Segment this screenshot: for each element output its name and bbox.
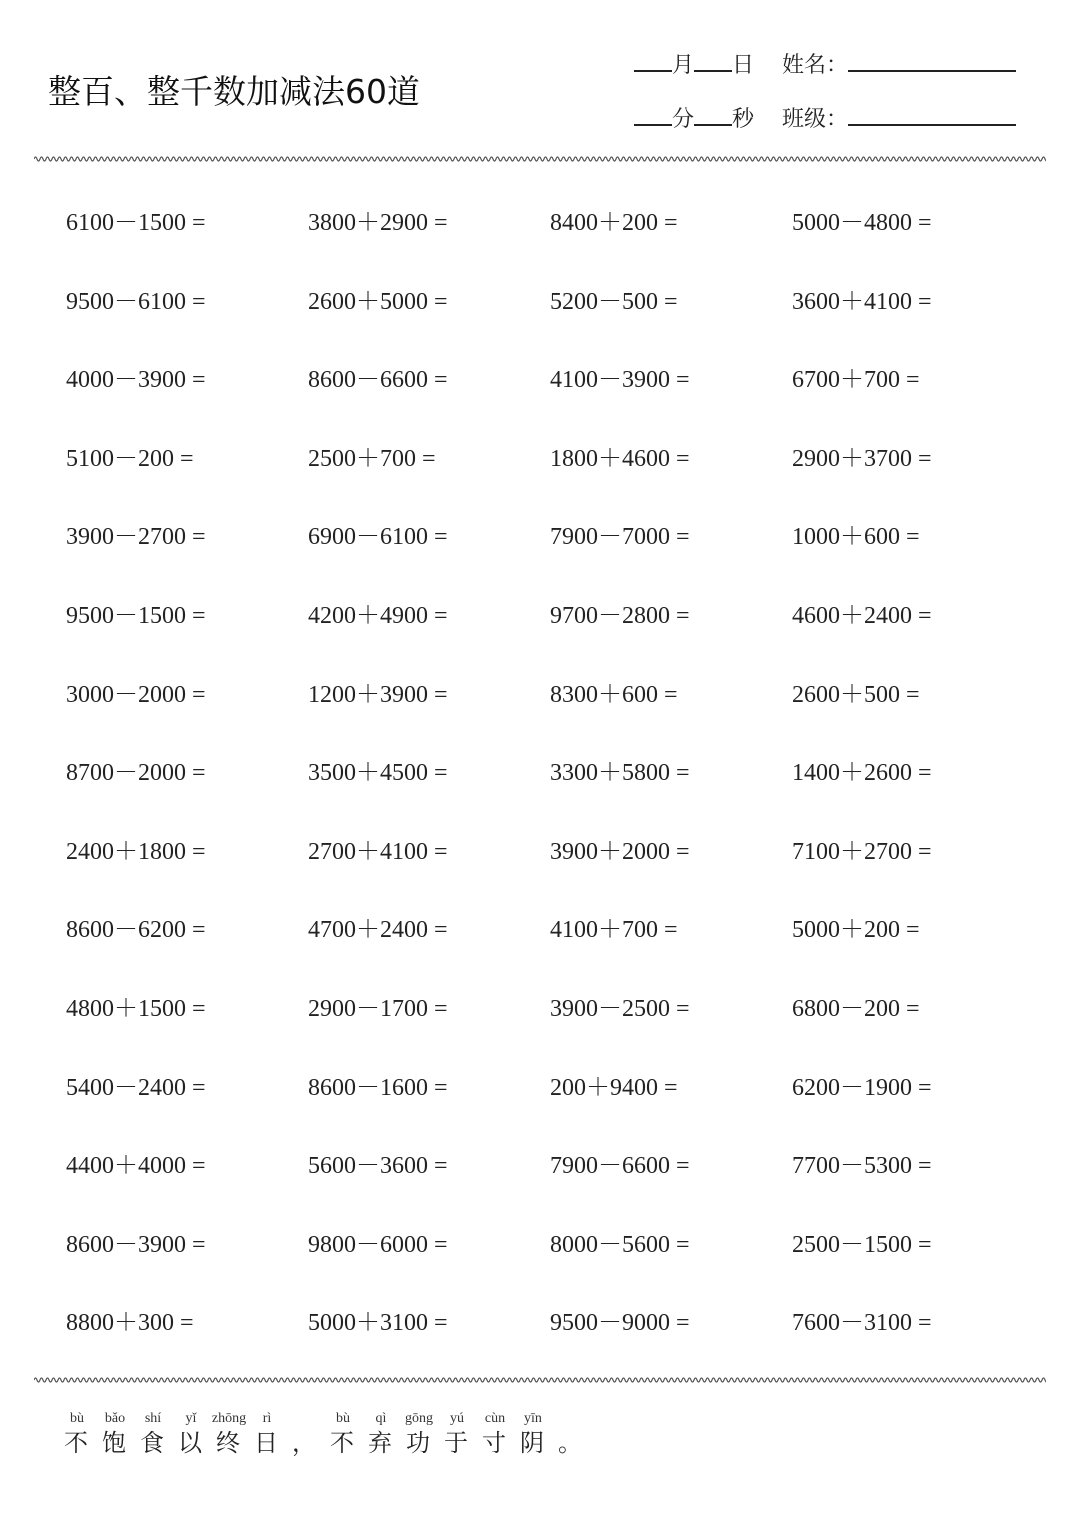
arithmetic-problem: 5000－4800 = [792,210,932,236]
arithmetic-problem: 8400＋200 = [550,210,678,236]
class-label: 班级： [782,107,849,132]
arithmetic-problem: 1200＋3900 = [308,681,448,708]
arithmetic-problem: 6100－1500 = [66,210,206,236]
arithmetic-problem: 8600－3900 = [66,1231,206,1258]
motto-character [514,1410,552,1458]
motto-character [286,1410,324,1458]
day-blank[interactable] [694,48,732,72]
arithmetic-problem: 6700＋700 = [792,367,920,394]
arithmetic-problem: 5400－2400 = [66,1074,206,1101]
pinyin-label: zhōng [211,1411,247,1426]
wavy-line [34,157,1046,161]
hanzi-character: 以 [178,1429,204,1457]
hanzi-character: ， [292,1429,318,1457]
hanzi-character: 食 [140,1429,166,1457]
arithmetic-problem: 7600－3100 = [792,1310,932,1337]
day-label: 日 [732,53,755,78]
class-blank[interactable] [848,102,1016,126]
arithmetic-problem: 5200－500 = [550,288,678,315]
hanzi-character: 不 [330,1429,356,1457]
pinyin-label: cùn [484,1411,506,1426]
arithmetic-problem: 8800＋300 = [66,1310,194,1337]
arithmetic-problem: 9500－6100 = [66,288,206,315]
pinyin-label: bǎo [104,1411,126,1426]
arithmetic-problem: 9500－9000 = [550,1310,690,1337]
arithmetic-problem: 9700－2800 = [550,602,690,629]
arithmetic-problem: 5100－200 = [66,445,194,472]
hanzi-character: 寸 [482,1429,508,1457]
arithmetic-problem: 5600－3600 = [308,1153,448,1180]
second-blank[interactable] [694,102,732,126]
arithmetic-problem: 7900－7000 = [550,524,690,551]
arithmetic-problem: 1400＋2600 = [792,760,932,787]
arithmetic-problem: 8600－6200 = [66,917,206,944]
pinyin-label: yīn [524,1411,542,1426]
motto-proverb [58,1410,590,1458]
arithmetic-problem: 3300＋5800 = [550,760,690,787]
arithmetic-problem: 3800＋2900 = [308,210,448,236]
motto-character [58,1410,96,1458]
motto-character [324,1410,362,1458]
minute-label: 分 [672,107,695,132]
arithmetic-problem: 7900－6600 = [550,1153,690,1180]
second-label: 秒 [732,107,755,132]
arithmetic-problem: 4400＋4000 = [66,1153,206,1180]
hanzi-character: 日 [254,1429,280,1457]
arithmetic-problem: 6900－6100 = [308,524,448,551]
motto-character [438,1410,476,1458]
wavy-divider-top [34,155,1046,163]
arithmetic-problem: 4600＋2400 = [792,602,932,629]
arithmetic-problem: 2600＋5000 = [308,288,448,315]
pinyin-label: rì [262,1411,272,1426]
arithmetic-problem: 2400＋1800 = [66,838,206,865]
arithmetic-problem: 3900－2700 = [66,524,206,551]
date-name-row [634,48,1016,79]
arithmetic-problem: 4100－3900 = [550,367,690,394]
motto-character [172,1410,210,1458]
arithmetic-problem: 2500－1500 = [792,1231,932,1258]
arithmetic-problem: 4100＋700 = [550,917,678,944]
arithmetic-problem: 7700－5300 = [792,1153,932,1180]
arithmetic-problem: 4000－3900 = [66,367,206,394]
arithmetic-problem: 1000＋600 = [792,524,920,551]
arithmetic-problem: 3900－2500 = [550,995,690,1022]
motto-character [476,1410,514,1458]
pinyin-label: bù [70,1411,84,1426]
arithmetic-problem: 2900＋3700 = [792,445,932,472]
hanzi-character: 弃 [368,1429,394,1457]
arithmetic-problem: 5000＋3100 = [308,1310,448,1337]
arithmetic-problem: 1800＋4600 = [550,445,690,472]
problem-grid [66,202,1034,1381]
minute-blank[interactable] [634,102,672,126]
motto-character [248,1410,286,1458]
pinyin-label: bù [336,1411,350,1426]
wavy-line [34,1378,1046,1382]
arithmetic-problem: 3500＋4500 = [308,760,448,787]
month-blank[interactable] [634,48,672,72]
month-label: 月 [672,53,695,78]
hanzi-character: 终 [216,1429,242,1457]
name-blank[interactable] [848,48,1016,72]
arithmetic-problem: 8700－2000 = [66,760,206,787]
pinyin-label: yǐ [185,1411,197,1426]
arithmetic-problem: 200＋9400 = [550,1074,678,1101]
motto-character [400,1410,438,1458]
arithmetic-problem: 2500＋700 = [308,445,436,472]
hanzi-character: 不 [64,1429,90,1457]
pinyin-label: qì [375,1411,387,1426]
motto-character [552,1410,590,1458]
arithmetic-problem: 7100＋2700 = [792,838,932,865]
arithmetic-problem: 4800＋1500 = [66,995,206,1022]
worksheet-title: 整百、整千数加减法60道 [48,72,420,111]
arithmetic-problem: 9800－6000 = [308,1231,448,1258]
arithmetic-problem: 8300＋600 = [550,681,678,708]
arithmetic-problem: 3000－2000 = [66,681,206,708]
arithmetic-problem: 3600＋4100 = [792,288,932,315]
pinyin-label: yú [450,1411,464,1426]
pinyin-label: shí [144,1411,162,1426]
arithmetic-problem: 5000＋200 = [792,917,920,944]
motto-character [134,1410,172,1458]
arithmetic-problem: 2700＋4100 = [308,838,448,865]
arithmetic-problem: 6800－200 = [792,995,920,1022]
arithmetic-problem: 8600－6600 = [308,367,448,394]
motto-character [362,1410,400,1458]
hanzi-character: 饱 [102,1429,128,1457]
hanzi-character: 于 [444,1429,470,1457]
arithmetic-problem: 9500－1500 = [66,602,206,629]
arithmetic-problem: 4700＋2400 = [308,917,448,944]
pinyin-label: gōng [405,1411,433,1426]
arithmetic-problem: 8000－5600 = [550,1231,690,1258]
wavy-divider-bottom [34,1376,1046,1384]
motto-character [96,1410,134,1458]
arithmetic-problem: 2900－1700 = [308,995,448,1022]
arithmetic-problem: 4200＋4900 = [308,602,448,629]
arithmetic-problem: 2600＋500 = [792,681,920,708]
hanzi-character: 阴 [520,1429,546,1457]
name-label: 姓名： [782,53,849,78]
arithmetic-problem: 6200－1900 = [792,1074,932,1101]
time-class-row [634,102,1016,133]
arithmetic-problem: 3900＋2000 = [550,838,690,865]
motto-character [210,1410,248,1458]
arithmetic-problem: 8600－1600 = [308,1074,448,1101]
hanzi-character: 功 [406,1429,432,1457]
hanzi-character: 。 [558,1429,584,1457]
